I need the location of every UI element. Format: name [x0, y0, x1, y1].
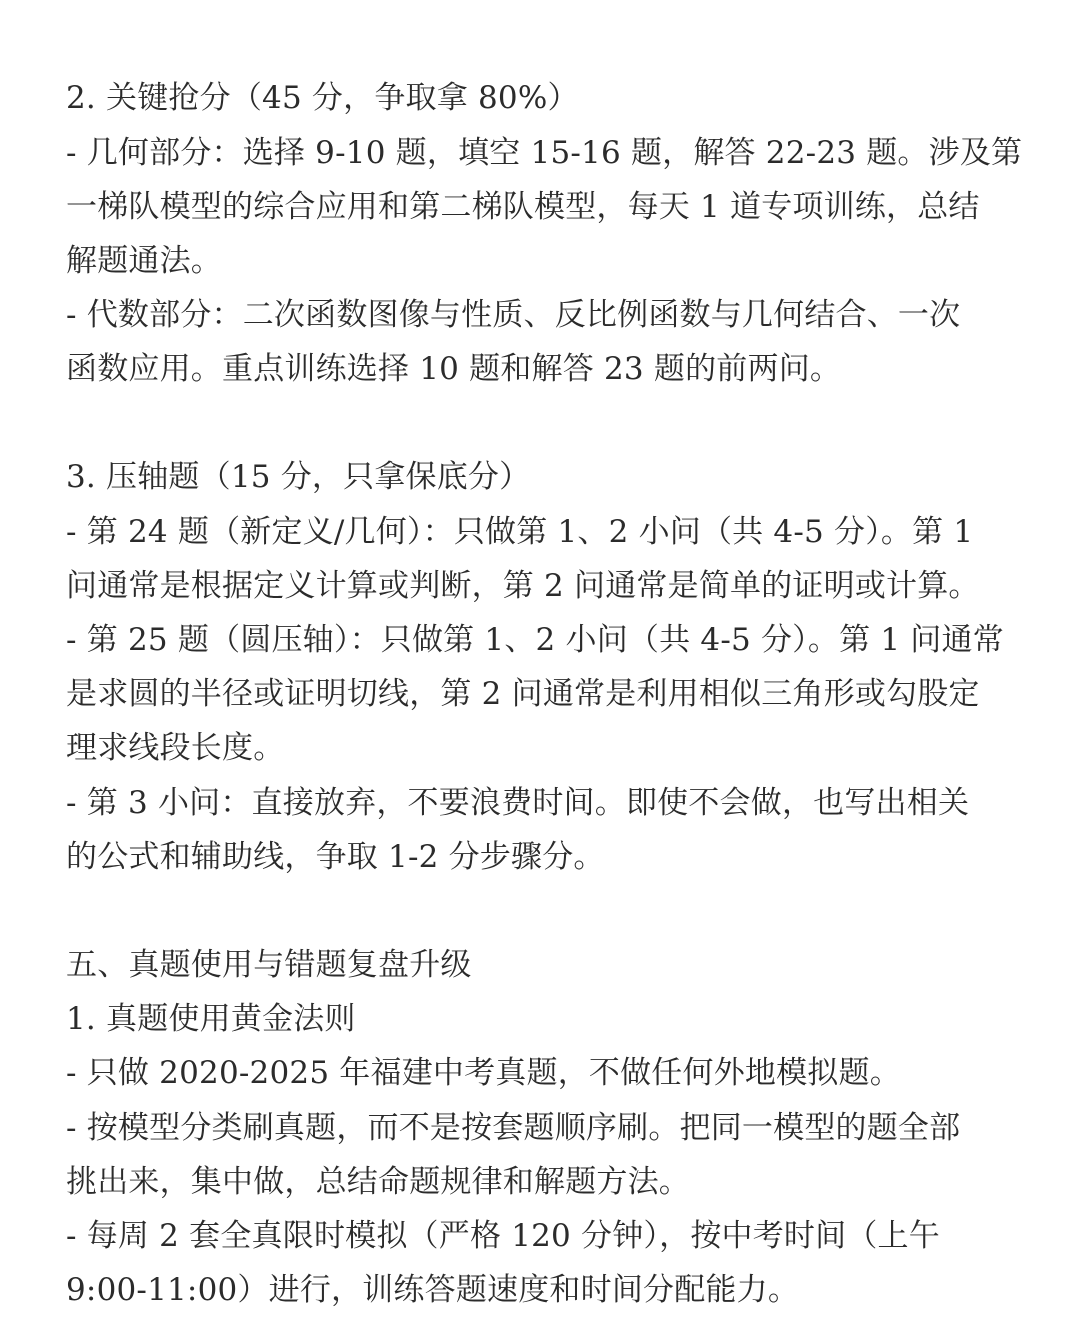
text-line: - 第 3 小问：直接放弃，不要浪费时间。即使不会做，也写出相关	[66, 785, 970, 821]
text-line: 的公式和辅助线，争取 1-2 分步骤分。	[66, 839, 605, 875]
text-line: - 几何部分：选择 9-10 题，填空 15-16 题，解答 22-23 题。涉及第	[66, 135, 1023, 171]
text-line: - 代数部分：二次函数图像与性质、反比例函数与几何结合、一次	[66, 297, 961, 333]
text-line: 一梯队模型的综合应用和第二梯队模型，每天 1 道专项训练，总结	[66, 189, 980, 225]
text-line: 问通常是根据定义计算或判断，第 2 问通常是简单的证明或计算。	[66, 568, 980, 604]
text-line: - 按模型分类刷真题，而不是按套题顺序刷。把同一模型的题全部	[66, 1110, 961, 1146]
text-line: - 第 25 题（圆压轴）：只做第 1、2 小问（共 4-5 分）。第 1 问通常	[66, 622, 1004, 658]
text-line: 函数应用。重点训练选择 10 题和解答 23 题的前两问。	[66, 351, 842, 387]
section-heading-golden-rules: 1. 真题使用黄金法则	[66, 1001, 356, 1037]
text-line: - 第 24 题（新定义/几何）：只做第 1、2 小问（共 4-5 分）。第 1	[66, 514, 974, 550]
text-line: 挑出来，集中做，总结命题规律和解题方法。	[66, 1164, 690, 1200]
text-line: - 只做 2020-2025 年福建中考真题，不做任何外地模拟题。	[66, 1055, 901, 1091]
section-heading-key-points: 2. 关键抢分（45 分，争取拿 80%）	[66, 80, 579, 116]
text-line: 解题通法。	[66, 243, 222, 279]
text-line: 是求圆的半径或证明切线，第 2 问通常是利用相似三角形或勾股定	[66, 676, 980, 712]
chapter-heading: 五、真题使用与错题复盘升级	[66, 947, 472, 983]
text-line: 9:00-11:00）进行，训练答题速度和时间分配能力。	[66, 1272, 800, 1308]
text-line: 理求线段长度。	[66, 730, 285, 766]
text-line: - 每周 2 套全真限时模拟（严格 120 分钟），按中考时间（上午	[66, 1218, 940, 1254]
section-heading-final-questions: 3. 压轴题（15 分，只拿保底分）	[66, 459, 531, 495]
